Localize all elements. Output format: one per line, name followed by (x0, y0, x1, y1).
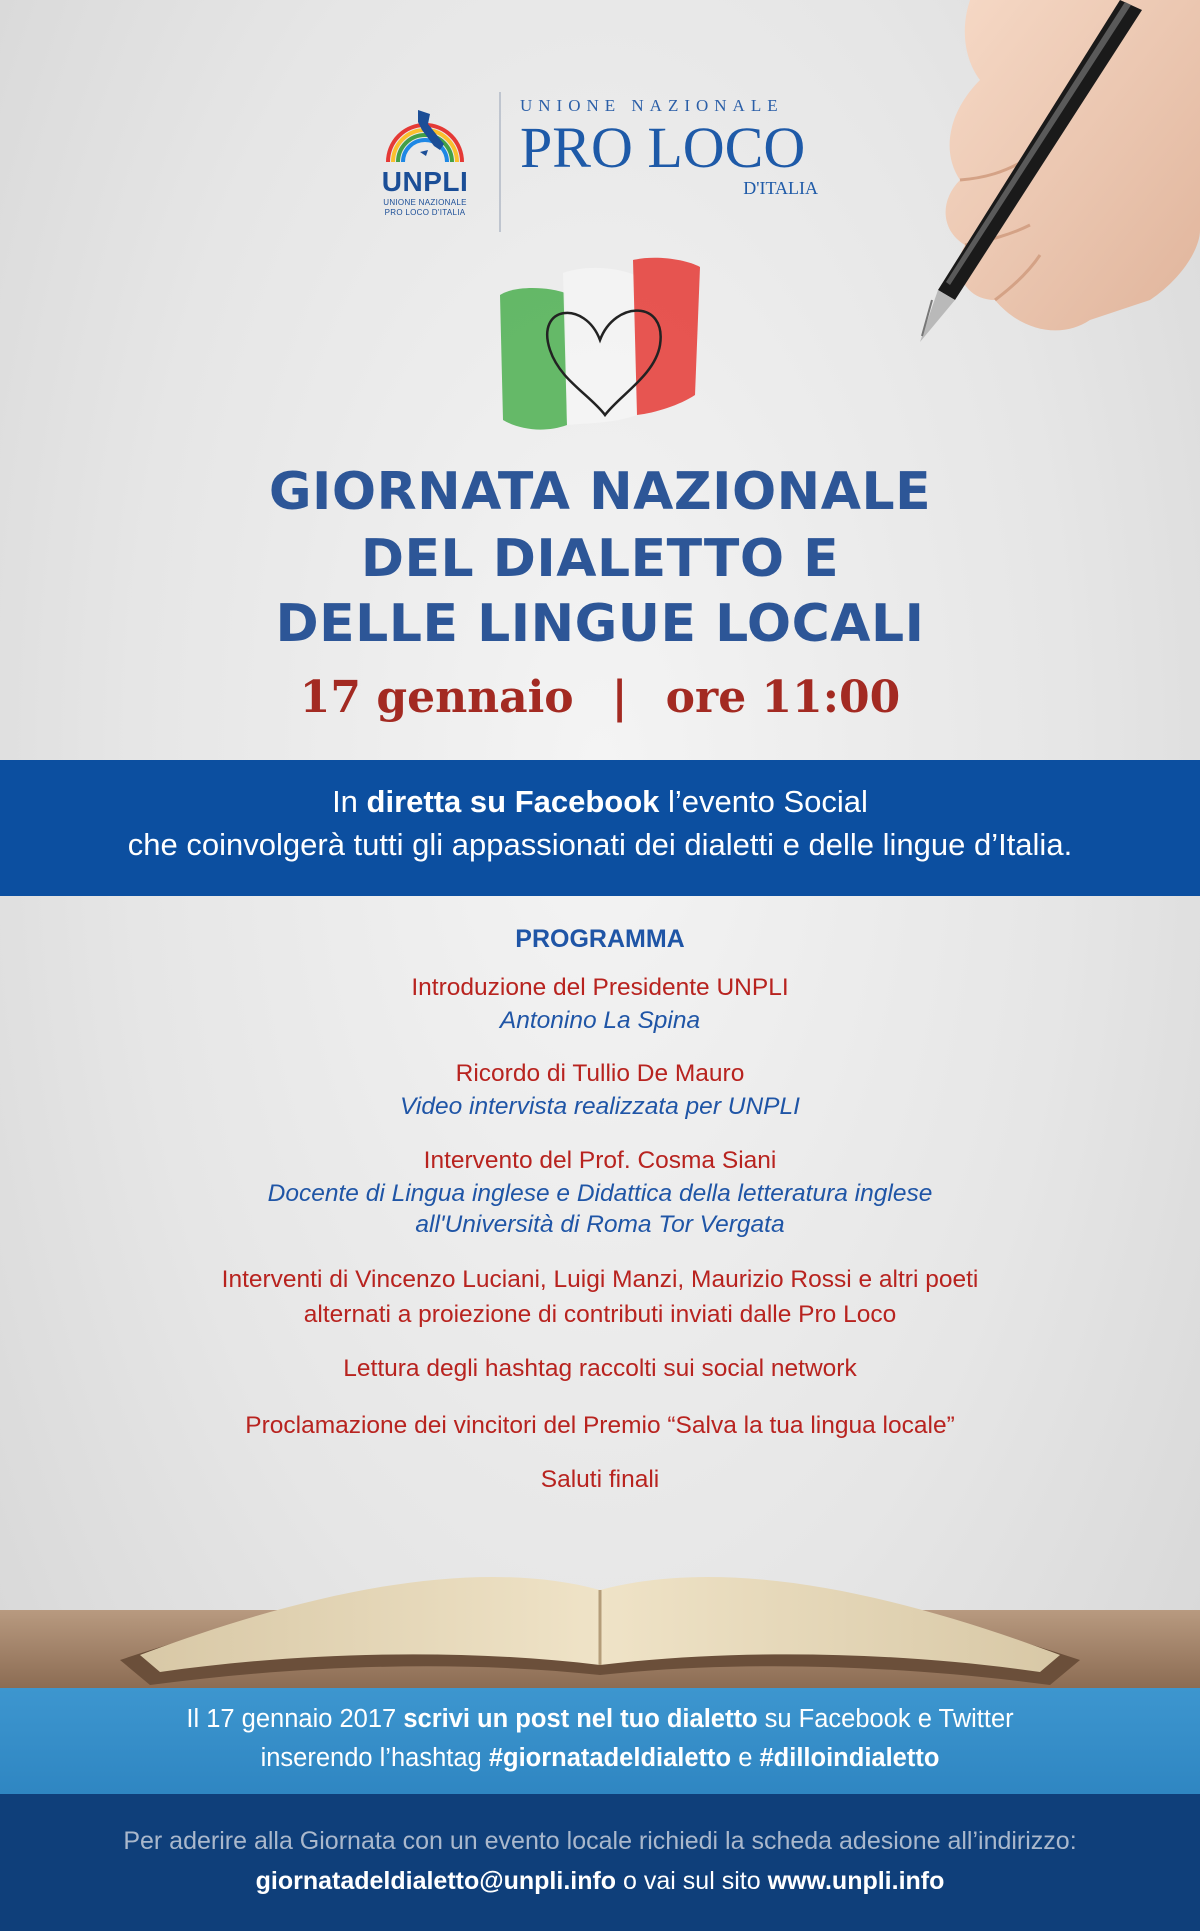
program-item-3-title: Intervento del Prof. Cosma Siani (423, 1147, 777, 1174)
hash-l1-c: su Facebook e Twitter (764, 1705, 1014, 1733)
event-date-time (0, 668, 1200, 728)
facebook-live-band (0, 760, 1200, 896)
program-item-7: Saluti finali (540, 1466, 660, 1493)
programma-heading: PROGRAMMA (515, 925, 685, 953)
unpli-logo (360, 100, 490, 230)
footer-band (0, 1794, 1200, 1931)
date-separator: | (611, 672, 628, 723)
program-item-3-subtitle-2: all'Università di Roma Tor Vergata (415, 1211, 785, 1238)
proloco-main-text: PRO LOCO (520, 115, 806, 180)
facebook-band-line-1 (0, 782, 1200, 822)
program-item-2-subtitle: Video intervista realizzata per UNPLI (400, 1093, 800, 1120)
program-item-2-title: Ricordo di Tullio De Mauro (455, 1060, 745, 1087)
title-line-3: DELLE LINGUE LOCALI (275, 594, 925, 654)
hashtag-dilloindialetto: #dilloindialetto (759, 1744, 940, 1772)
program-item-4-line-1: Interventi di Vincenzo Luciani, Luigi Manzi, Maurizio Rossi e altri poeti (221, 1266, 979, 1293)
italian-flag-heart-icon (495, 255, 705, 440)
title-line-1: GIORNATA NAZIONALE (268, 462, 932, 522)
proloco-top-text: UNIONE NAZIONALE (520, 96, 784, 115)
program-item-6: Proclamazione dei vincitori del Premio “Salva la tua lingua locale” (245, 1412, 955, 1439)
proloco-logo (520, 96, 830, 216)
italy-rainbow-icon (380, 100, 470, 170)
program-item-4-line-2: alternati a proiezione di contributi inviati dalle Pro Loco (303, 1301, 897, 1328)
program-item-1-title: Introduzione del Presidente UNPLI (411, 974, 789, 1001)
fb-prefix: In (332, 784, 358, 819)
footer-middle-text: o vai sul sito (623, 1867, 761, 1895)
unpli-name: UNPLI (381, 166, 469, 197)
program-item-5: Lettura degli hashtag raccolti sui social network (343, 1355, 857, 1382)
fb-bold: diretta su Facebook (366, 784, 660, 819)
footer-line-1: Per aderire alla Giornata con un evento locale richiedi la scheda adesione all’indirizzo: (123, 1827, 1077, 1855)
hashtag-giornatadeldialetto: #giornatadeldialetto (488, 1744, 732, 1772)
footer-website-link[interactable]: www.unpli.info (767, 1867, 945, 1895)
unpli-subtitle-1: UNIONE NAZIONALE (383, 198, 467, 207)
fb-suffix: l’evento Social (668, 784, 868, 819)
program-item-1-subtitle: Antonino La Spina (499, 1007, 701, 1034)
title-line-2: DEL DIALETTO E (360, 529, 840, 589)
proloco-bottom-text: D'ITALIA (743, 178, 818, 198)
event-date: 17 gennaio (299, 672, 574, 723)
logo-divider (499, 92, 501, 232)
program-item-3-subtitle-1: Docente di Lingua inglese e Didattica della letteratura inglese (267, 1180, 933, 1207)
hash-l2-c: e (738, 1744, 753, 1772)
facebook-band-line-2: che coinvolgerà tutti gli appassionati dei dialetti e delle lingue d’Italia. (127, 827, 1073, 862)
footer-line-2 (0, 1864, 1200, 1898)
event-time: ore 11:00 (665, 672, 901, 723)
hashtag-band-line-1 (0, 1702, 1200, 1736)
hash-l1-b: scrivi un post nel tuo dialetto (403, 1705, 758, 1733)
hash-l2-a: inserendo l’hashtag (260, 1744, 482, 1772)
hashtag-band-line-2 (0, 1741, 1200, 1775)
hash-l1-a: Il 17 gennaio 2017 (186, 1705, 397, 1733)
open-book-image (0, 1500, 1200, 1690)
footer-email-link[interactable]: giornatadeldialetto@unpli.info (255, 1867, 617, 1895)
hand-with-pen-image (790, 0, 1200, 370)
hashtag-band (0, 1688, 1200, 1794)
unpli-subtitle-2: PRO LOCO D'ITALIA (384, 208, 466, 217)
